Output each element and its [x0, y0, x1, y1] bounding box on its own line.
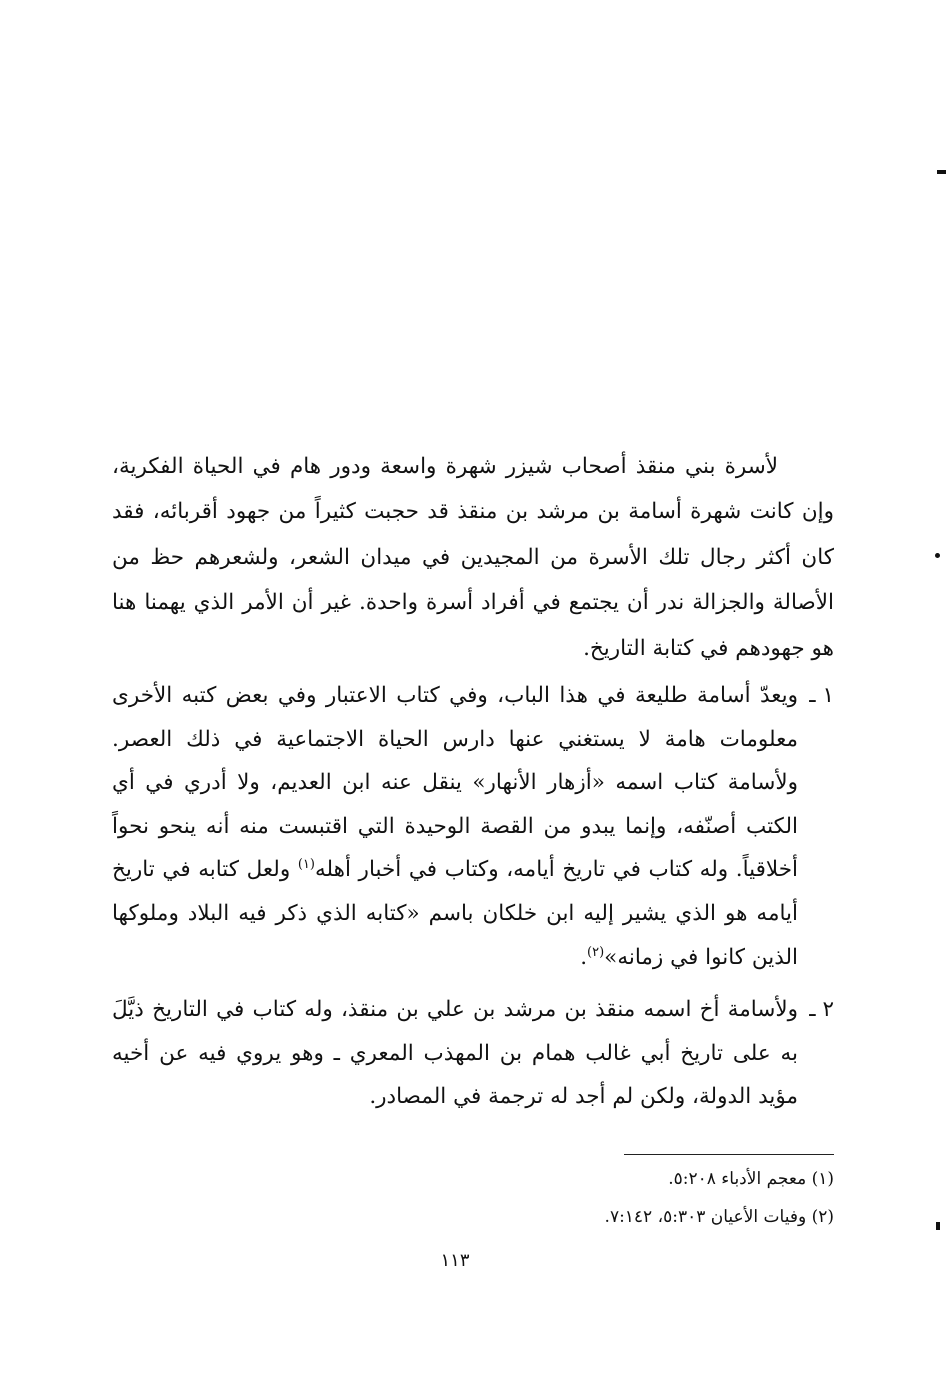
item-text-part1: ويعدّ أسامة طليعة في هذا الباب، وفي كتاب الاعتبار وفي بعض كتبه الأخرى معلومات هامة لا يستغني عنها دارس الحياة الاجتماعية في ذلك العصر. ولأسامة كتاب اسمه «أزهار الأنهار» ينقل عنه ابن العديم، ولا أدري في أي الكتب أصنّفه، وإنما يبدو من القصة الوحيدة التي اقتبست منه أنه ينحو نحواً أخلاقياً. وله كتاب في تاريخ أيامه، وكتاب في أخبار أهله [112, 683, 798, 883]
intro-paragraph [112, 444, 834, 671]
footnote-2: (٢) وفيات الأعيان ٥:٣٠٣، ٧:١٤٢. [604, 1207, 834, 1227]
scan-edge-mark [937, 170, 946, 174]
scan-edge-dot [936, 1222, 940, 1230]
item-text: ولأسامة أخ اسمه منقذ بن مرشد بن علي بن منقذ، وله كتاب في التاريخ ذيَّلَ به على تاريخ أبي غالب همام بن المهذب المعري ـ وهو يروي فيه عن أخيه مؤيد الدولة، ولكن لم أجد له ترجمة في المصادر. [112, 997, 798, 1110]
item-text-end: . [580, 944, 588, 970]
numbered-item-2 [112, 988, 834, 1119]
item-number: ٢ ـ [809, 997, 834, 1022]
footnote-ref-2[interactable]: (٢) [587, 944, 605, 960]
item-text-part2: ولعل كتابه في تاريخ أيامه هو الذي يشير إليه ابن خلكان باسم «كتابه الذي ذكر فيه البلاد وملوكها الذين كانوا في زمانه» [112, 857, 798, 970]
intro-text: لأسرة بني منقذ أصحاب شيزر شهرة واسعة ودور هام في الحياة الفكرية، وإن كانت شهرة أسامة بن مرشد بن منقذ قد حجبت كثيراً من جهود أقربائه، فقد كان أكثر رجال تلك الأسرة من المجيدين في ميدان الشعر، ولشعرهم حظ من الأصالة والجزالة ندر أن يجتمع في أفراد أسرة واحدة. غير أن الأمر الذي يهمنا هنا هو جهودهم في كتابة التاريخ. [112, 454, 834, 661]
item-number: ١ ـ [809, 683, 834, 708]
page-number: ١١٣ [440, 1250, 470, 1271]
scan-edge-dot [935, 553, 940, 558]
footnote-1: (١) معجم الأدباء ٥:٢٠٨. [668, 1169, 834, 1189]
footnote-ref-1[interactable]: (١) [297, 857, 315, 873]
footnotes [112, 1160, 834, 1236]
footnote-divider [624, 1154, 834, 1155]
numbered-item-1 [112, 674, 834, 979]
